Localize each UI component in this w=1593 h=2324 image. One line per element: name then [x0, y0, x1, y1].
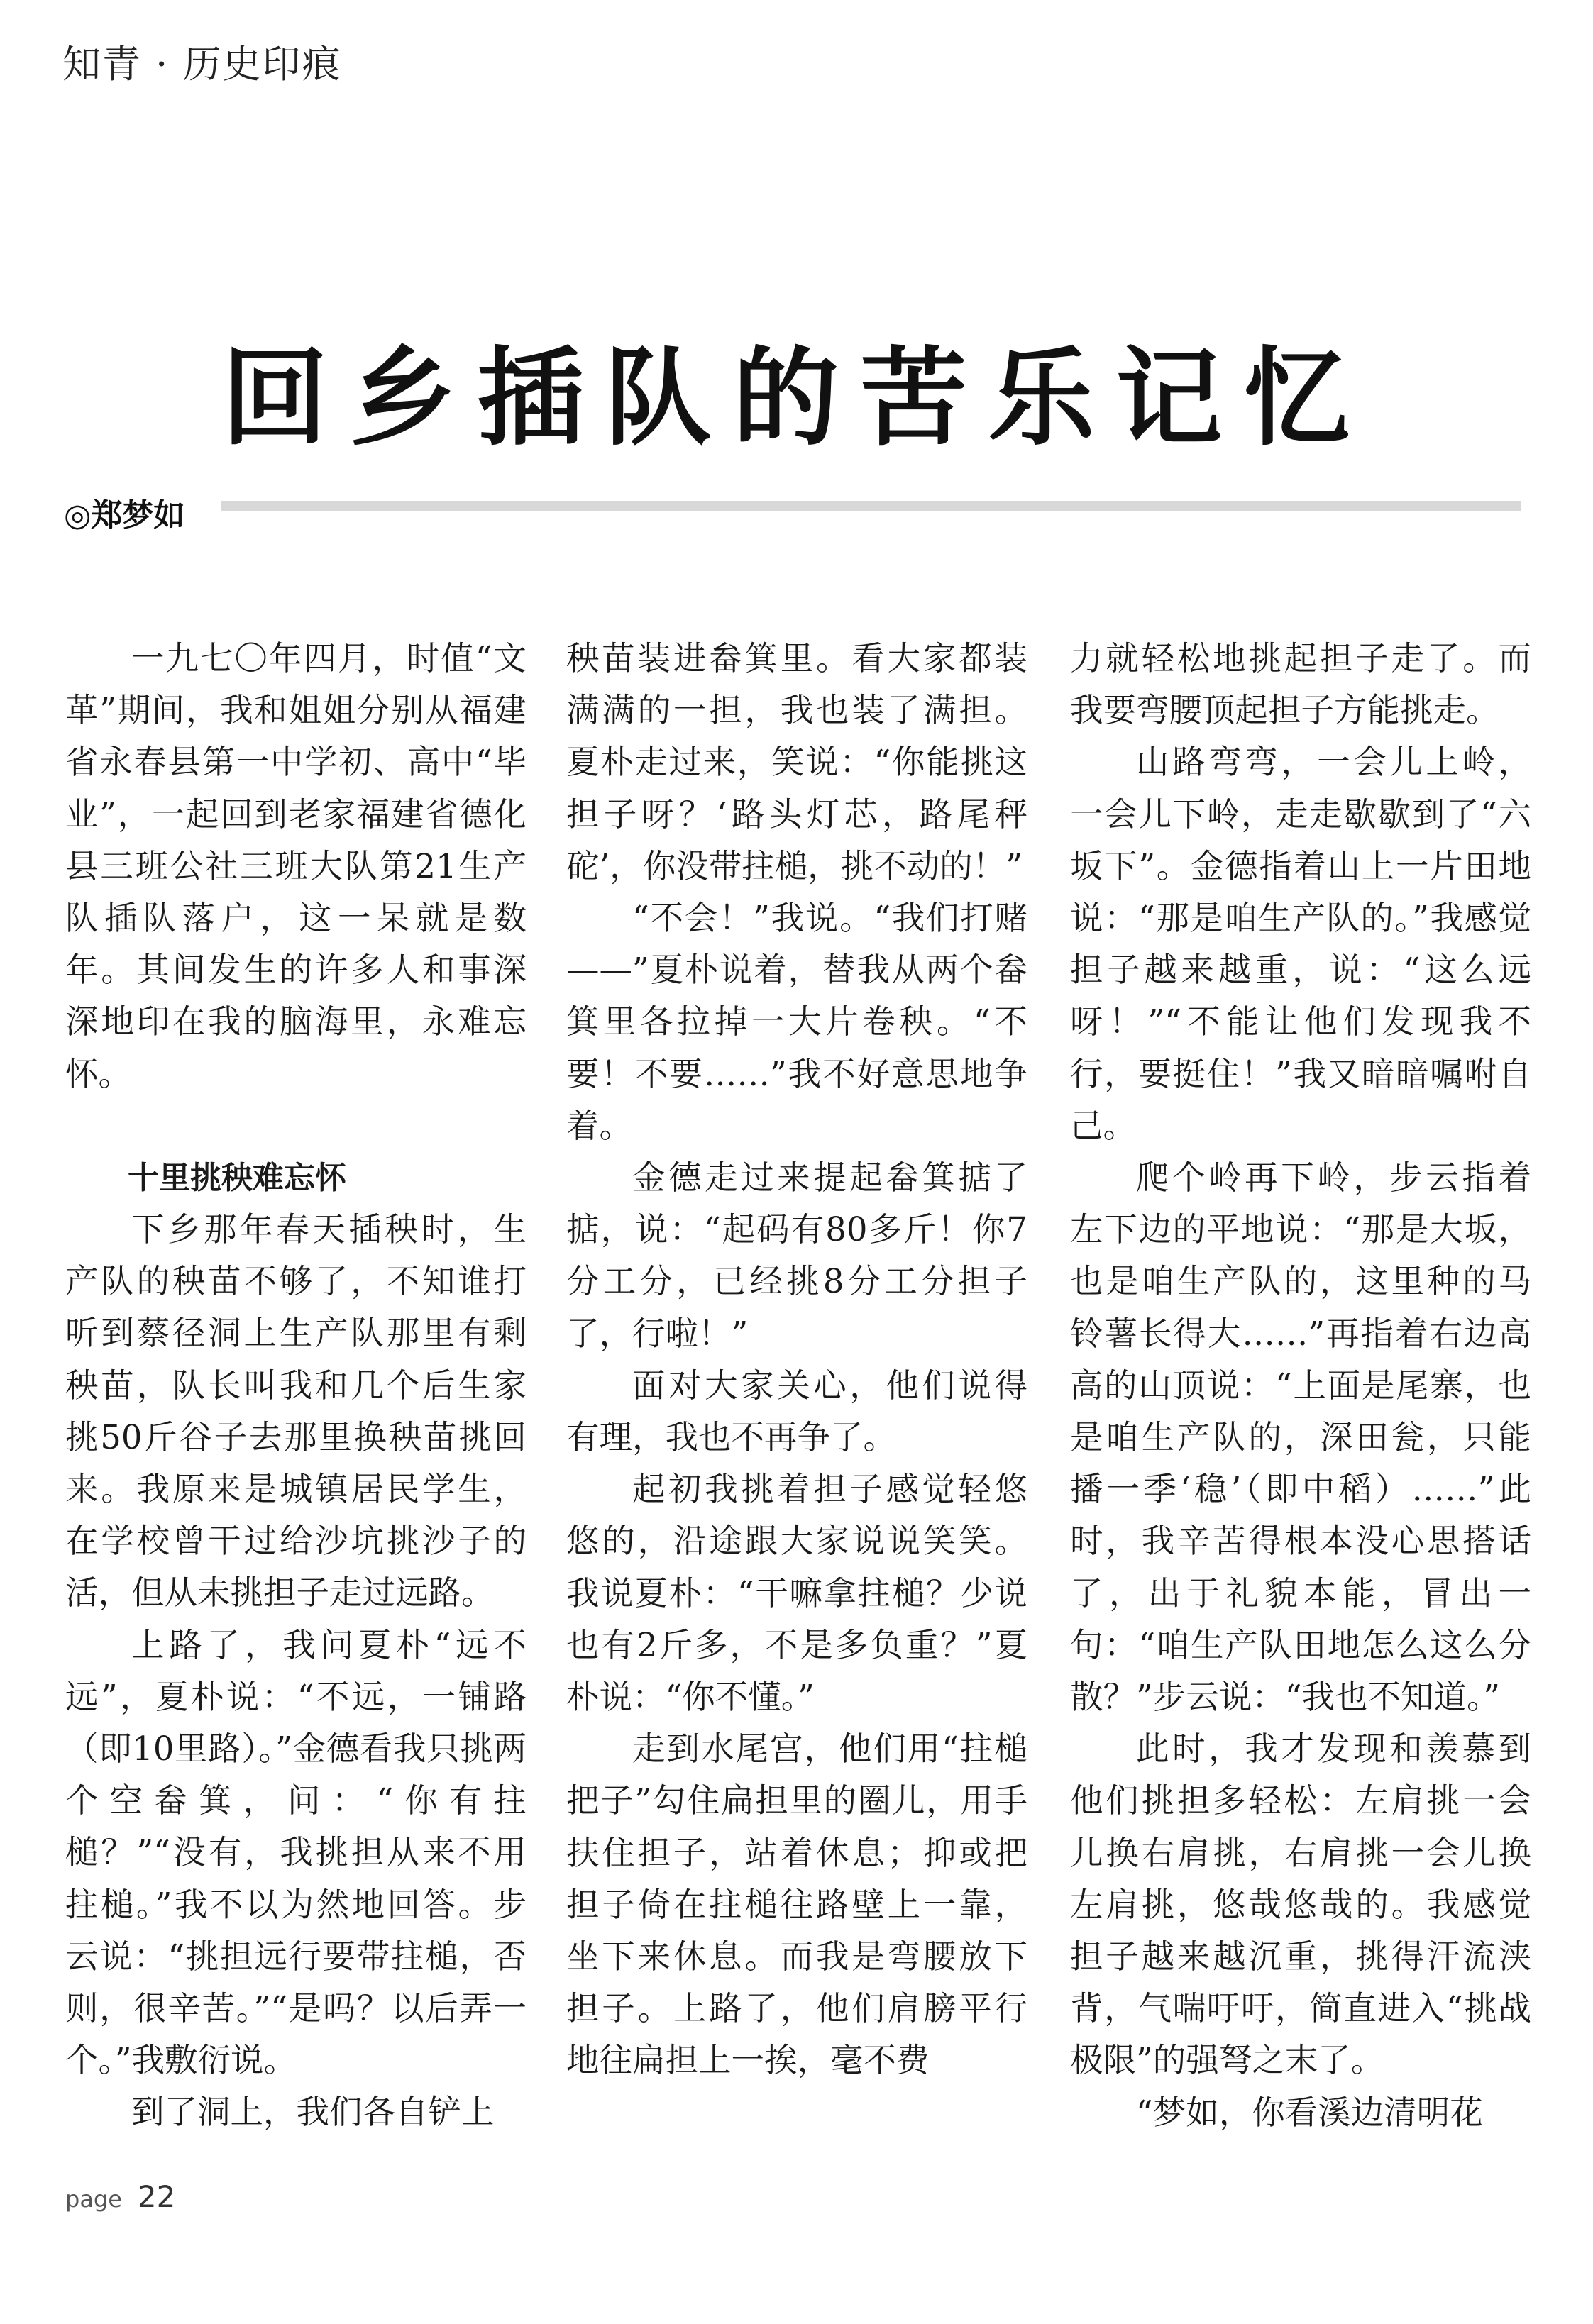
author-byline: ◎郑梦如 [64, 497, 185, 533]
paragraph: 起初我挑着担子感觉轻悠悠的，沿途跟大家说说笑笑。我说夏朴：“干嘛拿拄槌？少说也有2斤多，不是多负重？”夏朴说：“你不懂。” [566, 1470, 1027, 1717]
article-column-1 [65, 633, 527, 2139]
page-number: 22 [137, 2179, 176, 2214]
byline-divider [221, 501, 1521, 511]
article-title: 回乡插队的苦乐记忆 [221, 336, 1372, 460]
paragraph: “梦如，你看溪边清明花 [1136, 2093, 1483, 2132]
paragraph: 下乡那年春天插秧时，生产队的秧苗不够了，不知谁打听到蔡径洞上生产队那里有剩秧苗，队长叫我和几个后生家挑50斤谷子去那里换秧苗挑回来。我原来是城镇居民学生，在学校曾干过给沙坑挑沙子的活，但从未挑担子走过远路。 [65, 1210, 527, 1612]
paragraph: 爬个岭再下岭，步云指着左下边的平地说：“那是大坂，也是咱生产队的，这里种的马铃薯长得大……”再指着右边高高的山顶说：“上面是尾寨，也是咱生产队的，深田瓮，只能播一季‘稳’（即中稻）……”此时，我辛苦得根本没心思搭话了，出于礼貌本能，冒出一句：“咱生产队田地怎么这么分散？”步云说：“我也不知道。” [1070, 1158, 1531, 1717]
paragraph: 面对大家关心，他们说得有理，我也不再争了。 [566, 1366, 1027, 1457]
paragraph: 一九七〇年四月，时值“文革”期间，我和姐姐分别从福建省永春县第一中学初、高中“毕业”，一起回到老家福建省德化县三班公社三班大队第21生产队插队落户，这一呆就是数年。其间发生的许多人和事深深地印在我的脑海里，永难忘怀。 [65, 639, 527, 1093]
paragraph: 秧苗装进畚箕里。看大家都装满满的一担，我也装了满担。夏朴走过来，笑说：“你能挑这担子呀？‘路头灯芯，路尾秤砣’，你没带拄槌，挑不动的！” [566, 639, 1027, 885]
paragraph: 力就轻松地挑起担子走了。而我要弯腰顶起担子方能挑走。 [1070, 639, 1531, 730]
article-column-3 [1070, 633, 1531, 2139]
article-column-2 [566, 633, 1027, 2087]
section-label: 知青 · 历史印痕 [62, 42, 342, 87]
paragraph: 金德走过来提起畚箕掂了掂，说：“起码有80多斤！你7分工分，已经挑8分工分担子了，行啦！” [566, 1158, 1027, 1353]
page-footer [65, 2179, 175, 2214]
section-heading: 十里挑秧难忘怀 [128, 1159, 346, 1196]
paragraph: 山路弯弯，一会儿上岭，一会儿下岭，走走歇歇到了“六坂下”。金德指着山上一片田地说：“那是咱生产队的。”我感觉担子越来越重，说：“这么远呀！”“不能让他们发现我不行，要挺住！”我又暗暗嘱咐自己。 [1070, 743, 1531, 1145]
page-label: page [65, 2186, 122, 2213]
paragraph: 走到水尾宫，他们用“拄槌把子”勾住扁担里的圈儿，用手扶住担子，站着休息；抑或把担子倚在拄槌往路壁上一靠，坐下来休息。而我是弯腰放下担子。上路了，他们肩膀平行地往扁担上一挨，毫不费 [566, 1730, 1027, 2080]
paragraph: 上路了，我问夏朴“远不远”，夏朴说：“不远，一铺路（即10里路）。”金德看我只挑两个空畚箕，问：“你有拄槌？”“没有，我挑担从来不用拄槌。”我不以为然地回答。步云说：“挑担远行要带拄槌，否则，很辛苦。”“是吗？以后弄一个。”我敷衍说。 [65, 1625, 527, 2080]
paragraph: “不会！”我说。“我们打赌——”夏朴说着，替我从两个畚箕里各拉掉一大片卷秧。“不要！不要……”我不好意思地争着。 [566, 899, 1027, 1145]
paragraph: 此时，我才发现和羡慕到他们挑担多轻松：左肩挑一会儿换右肩挑，右肩挑一会儿换左肩挑，悠哉悠哉的。我感觉担子越来越沉重，挑得汗流浃背，气喘吁吁，简直进入“挑战极限”的强弩之末了。 [1070, 1730, 1531, 2080]
paragraph: 到了洞上，我们各自铲上 [131, 2093, 495, 2132]
